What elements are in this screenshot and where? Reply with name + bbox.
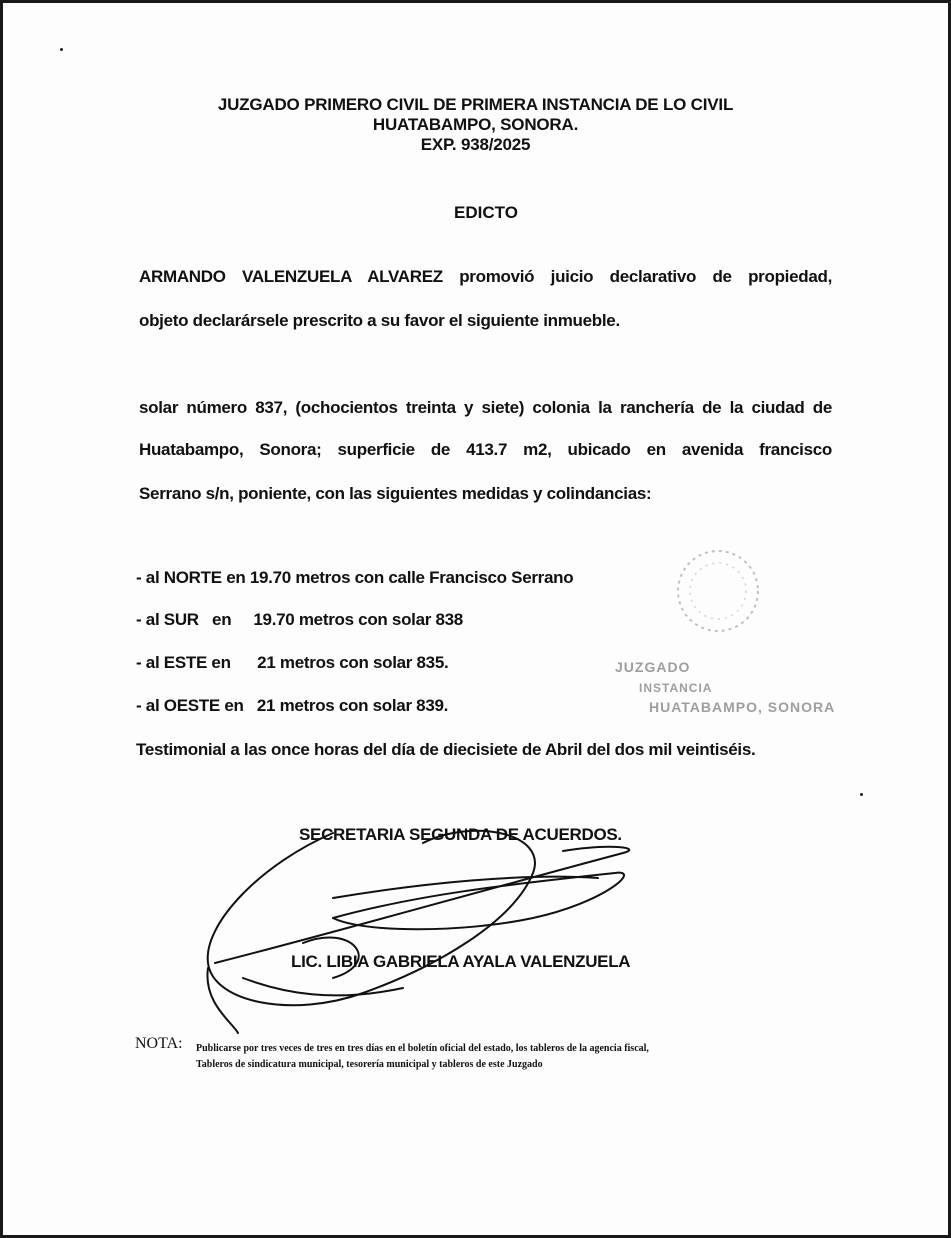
note-label: NOTA:: [135, 1035, 183, 1052]
court-name: JUZGADO PRIMERO CIVIL DE PRIMERA INSTANCIA DE LO CIVIL: [217, 95, 734, 114]
property-line-3: Serrano s/n, poniente, con las siguientes medidas y colindancias:: [139, 484, 652, 503]
signer-name: LIC. LIBIA GABRIELA AYALA VALENZUELA: [291, 952, 631, 971]
boundary-east: - al ESTE en 21 metros con solar 835.: [136, 653, 449, 672]
court-city: HUATABAMPO, SONORA.: [372, 115, 579, 134]
note-line-1: Publicarse por tres veces de tres en tres días en el boletín oficial del estado, los tableros de la agencia fiscal,: [196, 1043, 649, 1054]
property-line-2: Huatabampo, Sonora; superficie de 413.7 m2, ubicado en avenida francisco: [139, 440, 832, 459]
intro-line-1: ARMANDO VALENZUELA ALVAREZ promovió juicio declarativo de propiedad,: [139, 267, 832, 286]
boundary-south: - al SUR en 19.70 metros con solar 838: [136, 610, 463, 629]
property-line-1: solar número 837, (ochocientos treinta y siete) colonia la ranchería de la ciudad de: [139, 398, 832, 417]
document-title: EDICTO: [454, 203, 518, 222]
seal-text-3: HUATABAMPO, SONORA: [649, 699, 836, 715]
case-number: EXP. 938/2025: [420, 135, 531, 154]
testimonial-line: Testimonial a las once horas del día de diecisiete de Abril del dos mil veintiséis.: [136, 740, 756, 759]
secretary-office: SECRETARIA SEGUNDA DE ACUERDOS.: [299, 825, 622, 844]
seal-text-2: INSTANCIA: [639, 681, 713, 695]
intro-line-2: objeto declarársele prescrito a su favor el siguiente inmueble.: [139, 311, 620, 330]
seal-text-1: JUZGADO: [615, 659, 691, 675]
note-line-2: Tableros de sindicatura municipal, tesorería municipal y tableros de este Juzgado: [196, 1059, 543, 1070]
boundary-west: - al OESTE en 21 metros con solar 839.: [136, 696, 449, 715]
boundary-north: - al NORTE en 19.70 metros con calle Francisco Serrano: [136, 568, 574, 587]
